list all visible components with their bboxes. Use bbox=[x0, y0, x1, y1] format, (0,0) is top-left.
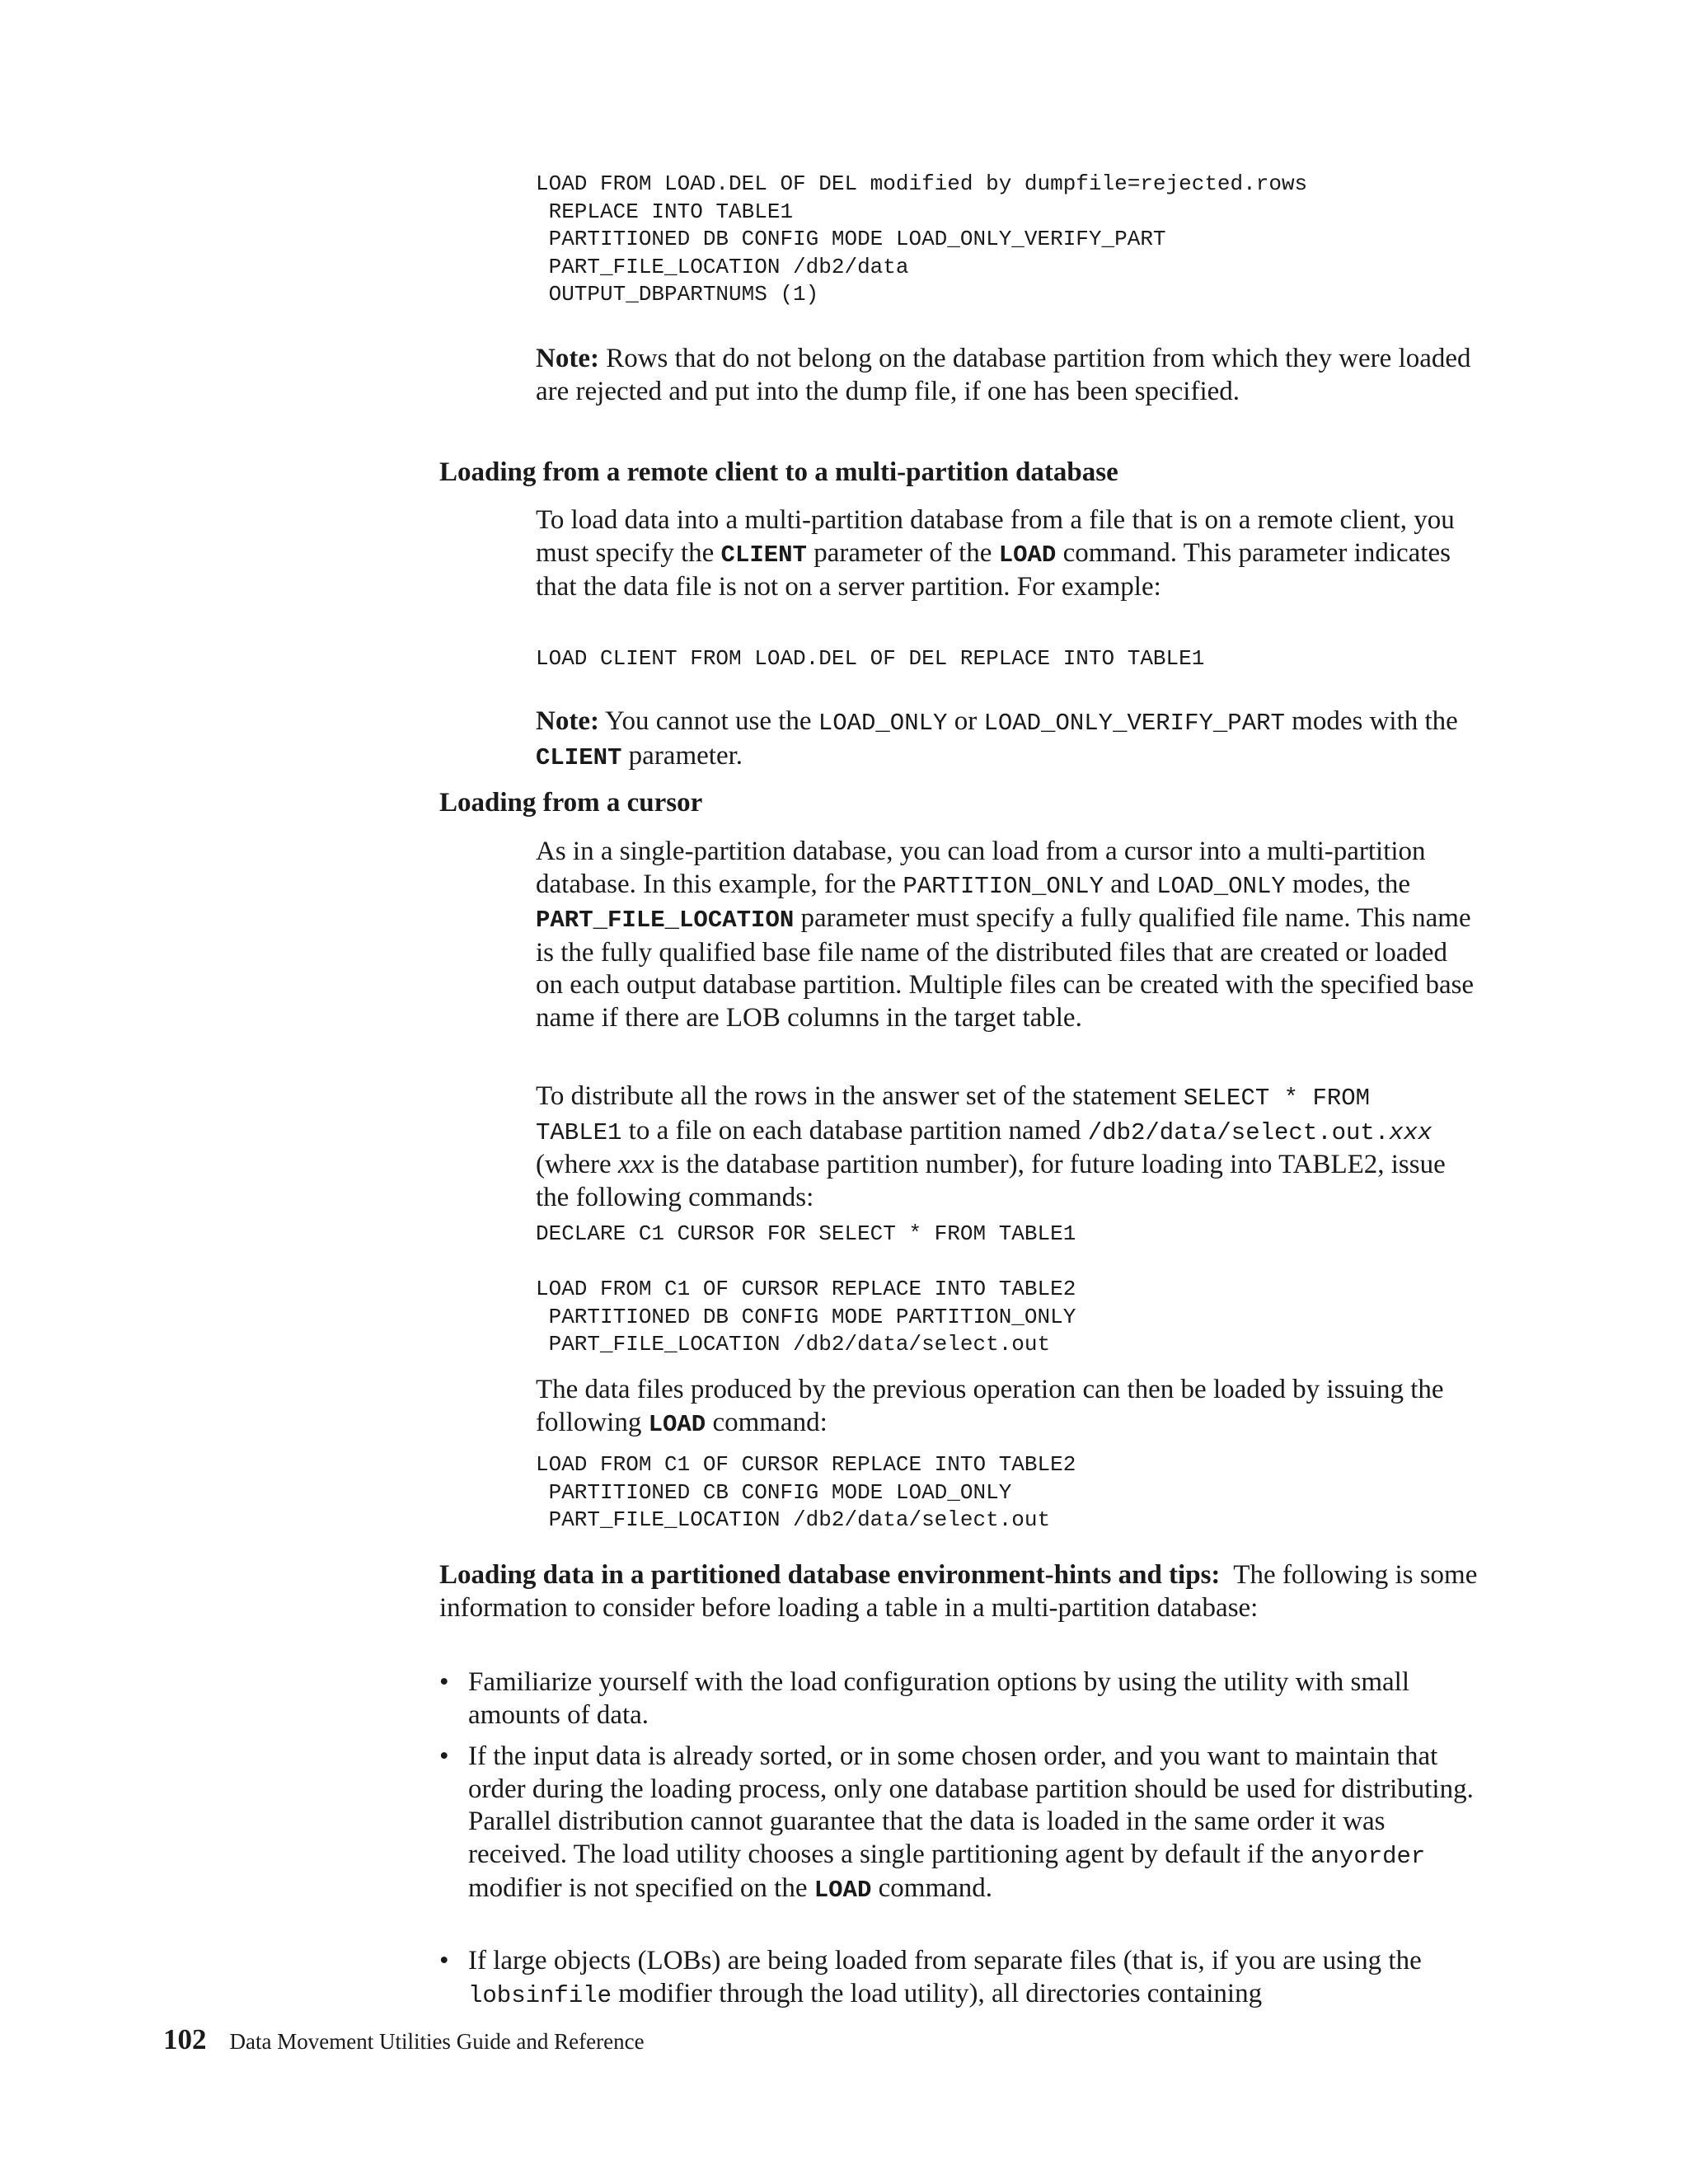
code-block-declare-cursor: DECLARE C1 CURSOR FOR SELECT * FROM TABLE1 LOAD FROM C1 OF CURSOR REPLACE INTO TABLE2 PARTITIONED DB CONFIG MODE PARTITION_ONLY PART_FILE_LOCATION /db2/data/select.out bbox=[536, 1221, 1076, 1357]
list-item bbox=[439, 1666, 1478, 1732]
text-run: modifier is not specified on the bbox=[468, 1873, 814, 1904]
paragraph-remote-client bbox=[536, 504, 1475, 604]
inline-code: PARTITION_ONLY bbox=[903, 872, 1104, 900]
section-heading-remote-client: Loading from a remote client to a multi-partition database bbox=[439, 457, 1118, 487]
hints-text: The following is some information to consider before loading a table in a multi-partition database: bbox=[439, 1560, 1484, 1623]
book-title: Data Movement Utilities Guide and Reference bbox=[229, 2029, 645, 2054]
text-run: to a file on each database partition named bbox=[621, 1115, 1088, 1146]
text-run: To load data into a multi-partition database from a file that is on a remote client, you must specify the bbox=[536, 505, 1455, 568]
bullet-marker: • bbox=[439, 1741, 449, 1771]
inline-code: /db2/data/select.out. bbox=[1087, 1118, 1390, 1146]
text-run: command: bbox=[706, 1407, 828, 1437]
text-run: or bbox=[947, 706, 984, 736]
keyword-load: LOAD bbox=[814, 1877, 872, 1905]
hints-heading: Loading data in a partitioned database environment-hints and tips: bbox=[439, 1560, 1221, 1590]
keyword-part-file-location: PART_FILE_LOCATION bbox=[536, 907, 795, 935]
note-label: Note: bbox=[536, 344, 599, 373]
note-client-modes bbox=[536, 705, 1475, 774]
section-heading-cursor: Loading from a cursor bbox=[439, 788, 703, 818]
text-run: command. bbox=[871, 1873, 993, 1904]
text-run: parameter. bbox=[621, 740, 743, 771]
note-text: Rows that do not belong on the database partition from which they were loaded are rejected and put into the dump file, if one has been specified. bbox=[536, 344, 1471, 406]
text-run: modes with the bbox=[1284, 706, 1458, 736]
list-item-text: If large objects (LOBs) are being loaded from separate files (that is, if you are using the bbox=[468, 1946, 1422, 1975]
text-run: You cannot use the bbox=[598, 706, 818, 736]
text-run: modifier through the load utility), all directories containing bbox=[612, 1978, 1263, 2008]
paragraph-cursor-load bbox=[536, 1374, 1475, 1441]
text-run: and bbox=[1103, 869, 1157, 899]
keyword-client: CLIENT bbox=[536, 743, 622, 771]
text-run: parameter must specify a fully qualified file name. This name is the fully qualified base file name of the distributed files that are created or loaded on each output database partition. Multiple files can be created with the specified base name if there are LOB columns in the target table. bbox=[536, 903, 1475, 1033]
paragraph-cursor-intro bbox=[536, 836, 1475, 1035]
italic-text: xxx bbox=[617, 1150, 654, 1180]
bullet-marker: • bbox=[439, 1946, 449, 1975]
page-footer bbox=[163, 2023, 645, 2058]
inline-code-italic: xxx bbox=[1389, 1118, 1432, 1146]
inline-code: LOAD_ONLY bbox=[1156, 872, 1286, 900]
inline-code: lobsinfile bbox=[468, 1981, 612, 2009]
text-run: As in a single-partition database, you can load from a cursor into a multi-partition database. In this example, for the bbox=[536, 837, 1426, 899]
list-item-text: If the input data is already sorted, or in some chosen order, and you want to maintain that order during the loading process, only one database partition should be used for distributing. Parallel distribution cannot guarantee that the data is loaded in the same order it was received. The load utility chooses a single partitioning agent by default if the bbox=[468, 1741, 1474, 1869]
keyword-client: CLIENT bbox=[720, 541, 807, 569]
inline-code: LOAD_ONLY bbox=[818, 710, 948, 737]
text-run: command. This parameter indicates that the data file is not on a server partition. For example: bbox=[536, 537, 1451, 602]
text-run: parameter of the bbox=[806, 537, 999, 568]
text-run: To distribute all the rows in the answer set of the statement bbox=[536, 1081, 1184, 1111]
list-item-text: Familiarize yourself with the load configuration options by using the utility with small amounts of data. bbox=[468, 1667, 1409, 1730]
paragraph-hints-and-tips bbox=[439, 1559, 1484, 1624]
text-run: is the database partition number), for future loading into TABLE2, issue the following commands: bbox=[536, 1150, 1446, 1212]
code-block-load-only: LOAD FROM C1 OF CURSOR REPLACE INTO TABLE2 PARTITIONED CB CONFIG MODE LOAD_ONLY PART_FILE_LOCATION /db2/data/select.out bbox=[536, 1452, 1076, 1532]
text-run: The data files produced by the previous operation can then be loaded by issuing the following bbox=[536, 1375, 1444, 1437]
inline-code: LOAD_ONLY_VERIFY_PART bbox=[983, 710, 1285, 737]
code-block-load-client: LOAD CLIENT FROM LOAD.DEL OF DEL REPLACE INTO TABLE1 bbox=[536, 646, 1205, 671]
text-run: modes, the bbox=[1285, 869, 1411, 899]
page-number: 102 bbox=[163, 2023, 207, 2055]
keyword-load: LOAD bbox=[998, 541, 1057, 569]
keyword-load: LOAD bbox=[648, 1410, 706, 1438]
code-block-load-verify-part: LOAD FROM LOAD.DEL OF DEL modified by dumpfile=rejected.rows REPLACE INTO TABLE1 PARTITIONED DB CONFIG MODE LOAD_ONLY_VERIFY_PART PART_FILE_LOCATION /db2/data OUTPUT_DBPARTNUMS (1) bbox=[536, 171, 1308, 307]
inline-code: SELECT * FROM TABLE1 bbox=[536, 1085, 1399, 1146]
note-label: Note: bbox=[536, 706, 599, 736]
inline-code: anyorder bbox=[1311, 1842, 1426, 1870]
list-item bbox=[439, 1741, 1478, 1907]
note-rejected-rows bbox=[536, 343, 1475, 408]
text-run: (where bbox=[536, 1150, 618, 1180]
list-item bbox=[439, 1945, 1478, 2012]
paragraph-cursor-distribute bbox=[536, 1080, 1475, 1214]
bullet-marker: • bbox=[439, 1667, 449, 1697]
